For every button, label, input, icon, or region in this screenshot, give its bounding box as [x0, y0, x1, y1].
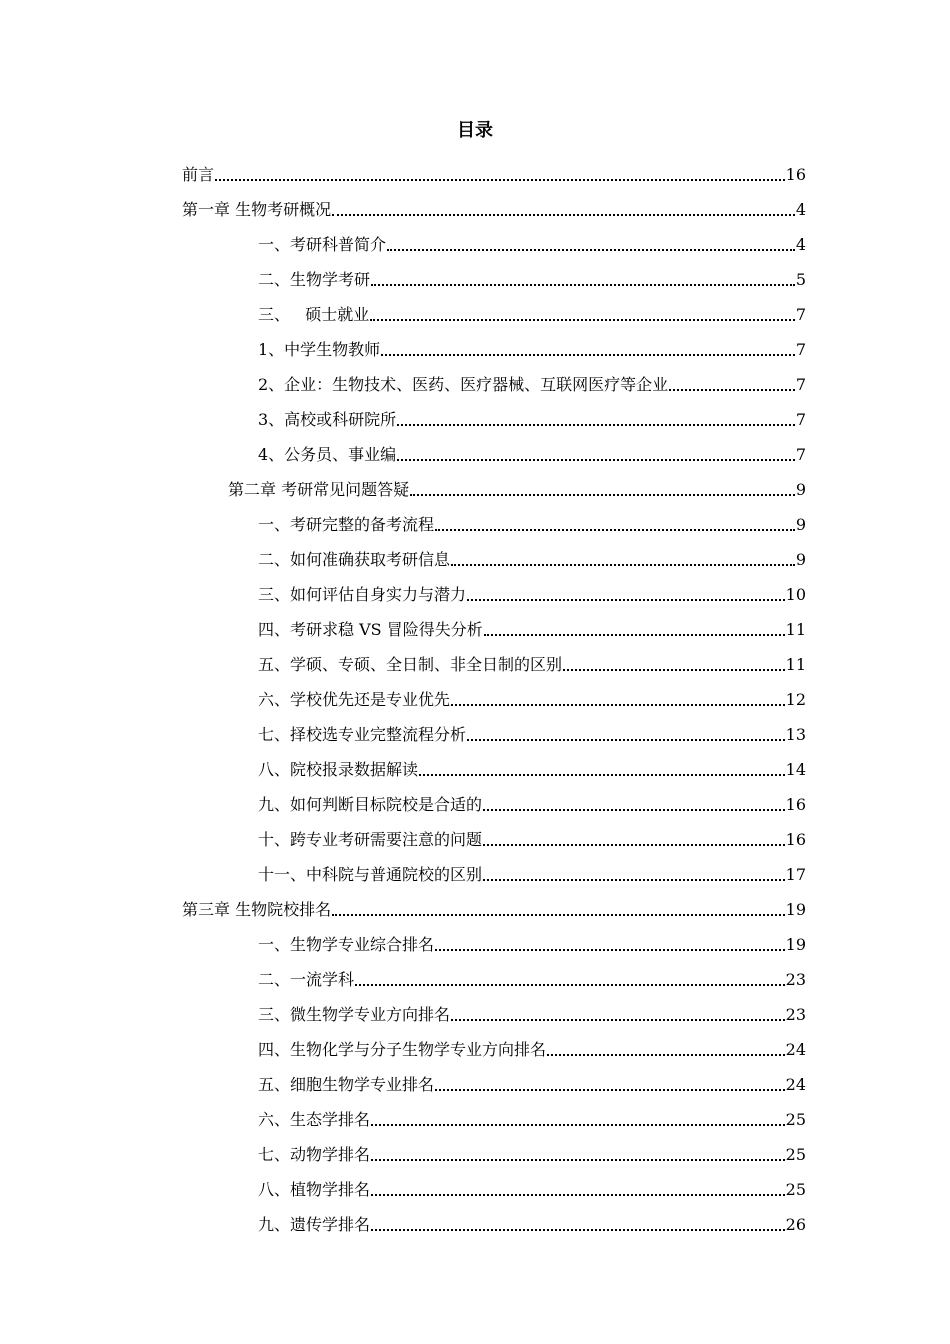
toc-entry-label: 十一、中科院与普通院校的区别: [258, 865, 483, 884]
toc-entry-label: 4、公务员、事业编: [258, 445, 397, 464]
toc-leader-dots: [435, 529, 795, 531]
toc-entry-page: 17: [785, 865, 806, 884]
toc-entry-label: 九、如何判断目标院校是合适的: [258, 795, 483, 814]
toc-entry-label: 2、企业：生物技术、医药、医疗器械、互联网医疗等企业: [258, 375, 669, 394]
toc-entry[interactable]: [258, 990, 806, 1025]
toc-leader-dots: [332, 214, 795, 216]
toc-entry-page: 4: [795, 200, 806, 219]
toc-entry[interactable]: [258, 1060, 806, 1095]
toc-entry[interactable]: [258, 920, 806, 955]
toc-entry-label: 第一章 生物考研概况: [182, 200, 332, 219]
toc-entry-label: 六、学校优先还是专业优先: [258, 690, 451, 709]
toc-entry-page: 13: [785, 725, 806, 744]
toc-entry[interactable]: [258, 360, 806, 395]
toc-leader-dots: [467, 739, 785, 741]
toc-entry[interactable]: [258, 1095, 806, 1130]
toc-leader-dots: [669, 389, 795, 391]
toc-entry[interactable]: [258, 395, 806, 430]
toc-entry-page: 24: [785, 1075, 806, 1094]
toc-entry-page: 16: [785, 795, 806, 814]
toc-entry-label: 前言: [182, 165, 215, 184]
toc-leader-dots: [370, 319, 795, 321]
toc-entry-label: 七、动物学排名: [258, 1145, 371, 1164]
toc-entry-label: 七、择校选专业完整流程分析: [258, 725, 467, 744]
toc-entry[interactable]: [258, 1025, 806, 1060]
toc-entry-label: 三、 硕士就业: [258, 305, 370, 324]
toc-entry-page: 9: [795, 550, 806, 569]
toc-entry[interactable]: [258, 675, 806, 710]
toc-entry[interactable]: [258, 570, 806, 605]
toc-entry-page: 19: [785, 935, 806, 954]
toc-entry[interactable]: [258, 1130, 806, 1165]
toc-entry-page: 23: [785, 970, 806, 989]
toc-entry[interactable]: [258, 745, 806, 780]
toc-entry-label: 一、考研完整的备考流程: [258, 515, 435, 534]
toc-leader-dots: [215, 179, 785, 181]
toc-entry-label: 四、生物化学与分子生物学专业方向排名: [258, 1040, 547, 1059]
toc-entry[interactable]: [258, 255, 806, 290]
toc-entry-label: 三、微生物学专业方向排名: [258, 1005, 451, 1024]
toc-entry-label: 五、学硕、专硕、全日制、非全日制的区别: [258, 655, 563, 674]
toc-leader-dots: [563, 669, 785, 671]
toc-leader-dots: [451, 1019, 785, 1021]
toc-entry-page: 4: [795, 235, 806, 254]
toc-entry-label: 3、高校或科研院所: [258, 410, 397, 429]
toc-entry[interactable]: [258, 640, 806, 675]
toc-entry[interactable]: [182, 150, 806, 185]
toc-leader-dots: [332, 914, 785, 916]
toc-entry[interactable]: [258, 430, 806, 465]
toc-leader-dots: [483, 879, 785, 881]
toc-leader-dots: [371, 284, 795, 286]
toc-entry-page: 23: [785, 1005, 806, 1024]
toc-entry[interactable]: [258, 605, 806, 640]
toc-leader-dots: [451, 704, 785, 706]
toc-leader-dots: [371, 1124, 785, 1126]
toc-entry-label: 第二章 考研常见问题答疑: [228, 480, 410, 499]
toc-entry-page: 7: [795, 340, 806, 359]
toc-title: 目录: [457, 120, 493, 141]
toc-leader-dots: [355, 984, 785, 986]
toc-leader-dots: [547, 1054, 785, 1056]
toc-entry-page: 24: [785, 1040, 806, 1059]
toc-entry[interactable]: [228, 465, 806, 500]
toc-entry[interactable]: [258, 1200, 806, 1235]
toc-entry-label: 九、遗传学排名: [258, 1215, 371, 1234]
toc-leader-dots: [483, 809, 785, 811]
toc-entry-label: 六、生态学排名: [258, 1110, 371, 1129]
toc-entry-label: 八、院校报录数据解读: [258, 760, 419, 779]
toc-entry[interactable]: [258, 290, 806, 325]
toc-entry-label: 五、细胞生物学专业排名: [258, 1075, 435, 1094]
toc-entry-label: 一、考研科普简介: [258, 235, 387, 254]
toc-leader-dots: [387, 249, 795, 251]
toc-entry-page: 26: [785, 1215, 806, 1234]
toc-leader-dots: [371, 1159, 785, 1161]
toc-leader-dots: [397, 424, 795, 426]
toc-leader-dots: [467, 599, 785, 601]
toc-entry-label: 三、如何评估自身实力与潜力: [258, 585, 467, 604]
toc-entry-page: 9: [795, 480, 806, 499]
toc-leader-dots: [484, 634, 785, 636]
toc-entry-page: 10: [785, 585, 806, 604]
toc-leader-dots: [419, 774, 785, 776]
toc-leader-dots: [435, 1089, 785, 1091]
toc-entry-page: 19: [785, 900, 806, 919]
toc-entry-page: 7: [795, 375, 806, 394]
toc-leader-dots: [410, 494, 795, 496]
toc-entry-label: 二、一流学科: [258, 970, 355, 989]
toc-leader-dots: [371, 1229, 785, 1231]
toc-entry-page: 16: [785, 830, 806, 849]
toc-entry-page: 25: [785, 1180, 806, 1199]
toc-leader-dots: [451, 564, 795, 566]
toc-entry-label: 第三章 生物院校排名: [182, 900, 332, 919]
toc-entry-label: 二、如何准确获取考研信息: [258, 550, 451, 569]
toc-entry-label: 1、中学生物教师: [258, 340, 381, 359]
toc-entry[interactable]: [258, 325, 806, 360]
toc-entry-page: 25: [785, 1145, 806, 1164]
toc-entry[interactable]: [258, 710, 806, 745]
toc-entry[interactable]: [258, 220, 806, 255]
toc-entry-label: 十、跨专业考研需要注意的问题: [258, 830, 483, 849]
toc-entry[interactable]: [258, 500, 806, 535]
toc-leader-dots: [371, 1194, 785, 1196]
toc-entry-page: 7: [795, 410, 806, 429]
toc-entry[interactable]: [258, 850, 806, 885]
toc-entry-page: 9: [795, 515, 806, 534]
toc-entry-page: 25: [785, 1110, 806, 1129]
toc-leader-dots: [483, 844, 785, 846]
toc-entry-page: 16: [785, 165, 806, 184]
toc-leader-dots: [435, 949, 785, 951]
toc-entry[interactable]: [258, 815, 806, 850]
toc-entry-page: 7: [795, 305, 806, 324]
toc-entry-label: 四、考研求稳 VS 冒险得失分析: [258, 620, 483, 639]
toc-entry-page: 5: [795, 270, 806, 289]
toc-leader-dots: [381, 354, 795, 356]
toc-entry-label: 一、生物学专业综合排名: [258, 935, 435, 954]
toc-entry[interactable]: [258, 780, 806, 815]
toc-entry[interactable]: [258, 1165, 806, 1200]
toc-entry-page: 7: [795, 445, 806, 464]
toc-entry-page: 12: [785, 690, 806, 709]
toc-entry[interactable]: [258, 955, 806, 990]
toc-entry[interactable]: [182, 885, 806, 920]
toc-leader-dots: [397, 459, 795, 461]
toc-entry-page: 11: [785, 655, 806, 674]
toc-entry[interactable]: [182, 185, 806, 220]
toc-entry-label: 二、生物学考研: [258, 270, 371, 289]
toc-entry-page: 11: [785, 620, 806, 639]
toc-entry-label: 八、植物学排名: [258, 1180, 371, 1199]
toc-entry-page: 14: [785, 760, 806, 779]
toc-entry[interactable]: [258, 535, 806, 570]
